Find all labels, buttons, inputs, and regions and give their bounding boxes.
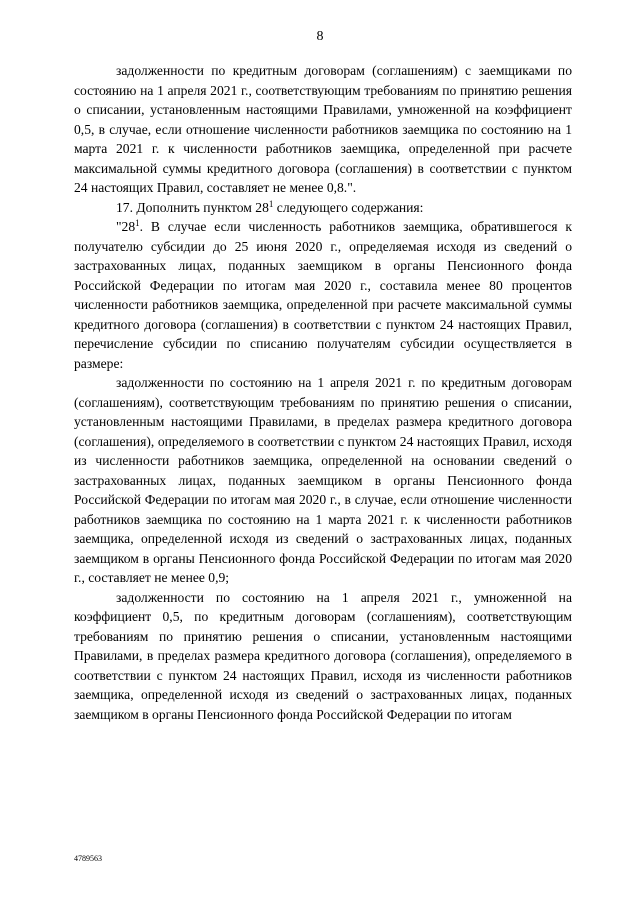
paragraph-text: . В случае если численность работников заемщика, обратившегося к получателю субсидии до 25 июня 2020 г., определяемая исходя из сведений о застрахованных лицах, поданных заемщиком в органы Пенсионного фонда Российской Федерации по итогам мая 2020 г., составила менее 80 процентов численности работников заемщика, определенной при расчете максимальной суммы кредитного договора (соглашения) в соответствии с пунктом 24 настоящих Правил, перечисление субсидии по списанию получателям субсидии осуществляется в размере:: [74, 219, 572, 371]
paragraph: задолженности по кредитным договорам (соглашениям) с заемщиками по состоянию на 1 апреля 2021 г., соответствующим требованиям по принятию решения о списании, установленным настоящими Правилами, умноженной на коэффициент 0,5, в случае, если отношение численности работников заемщика по состоянию на 1 марта 2021 г. к численности работников заемщика, определенной при расчете максимальной суммы кредитного договора (соглашения) в соответствии с пунктом 24 настоящих Правил, составляет не менее 0,8.".: [74, 63, 572, 195]
paragraph-text: "28: [116, 219, 136, 234]
page-number: 8: [316, 29, 324, 44]
paragraph-text: следующего содержания:: [273, 199, 424, 215]
document-code: 4789563: [74, 854, 102, 863]
superscript: 1: [135, 218, 140, 228]
paragraph: задолженности по состоянию на 1 апреля 2021 г., умноженной на коэффициент 0,5, по кредитным договорам (соглашениям), соответствующим требованиям по принятию решения о списании, установленным настоящими Правилами, в пределах размера кредитного договора (соглашения), определяемого в соответствии с пунктом 24 настоящих Правил, исходя из численности работников заемщика, определенной исходя из сведений о застрахованных лицах, поданных заемщиком в органы Пенсионного фонда Российской Федерации по итогам: [74, 589, 572, 722]
paragraph-text: 17. Дополнить пунктом 28: [116, 199, 269, 215]
paragraph-item-28-1: [74, 217, 572, 373]
paragraph: задолженности по состоянию на 1 апреля 2021 г. по кредитным договорам (соглашениям), соответствующим требованиям по принятию решения о списании, установленным настоящими Правилами, в пределах размера кредитного договора (соглашения), определяемого в соответствии с пунктом 24 настоящих Правил, исходя из численности работников заемщика, определенной на основании сведений о застрахованных лицах, поданных заемщиком в органы Пенсионного фонда Российской Федерации по итогам мая 2020 г., в случае, если отношение численности работников заемщика по состоянию на 1 марта 2021 г. к численности работников заемщика, определенной исходя из сведений о застрахованных лицах, поданных заемщиком в органы Пенсионного фонда Российской Федерации по итогам мая 2020 г., составляет не менее 0,9;: [74, 375, 572, 585]
document-body: [74, 61, 572, 724]
superscript: 1: [268, 198, 274, 209]
paragraph-amendment-17: [74, 198, 572, 218]
